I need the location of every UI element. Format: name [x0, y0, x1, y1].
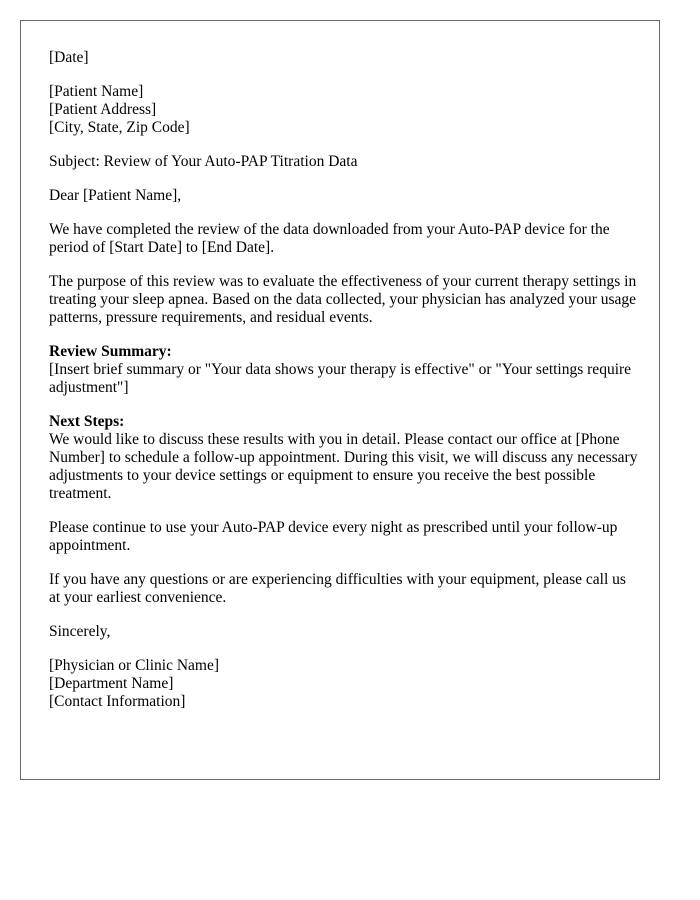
review-summary-text: [Insert brief summary or "Your data shows your therapy is effective" or "Your settings require adjustment"] [49, 361, 632, 396]
next-steps-text: We would like to discuss these results with you in detail. Please contact our office at [Phone Number] to schedule a follow-up appointment. During this visit, we will discuss any necessary adjustments to your device settings or equipment to ensure you receive the best possible treatment. [49, 431, 638, 502]
paragraph-continue: Please continue to use your Auto-PAP device every night as prescribed until your follow-up appointment. [49, 519, 618, 554]
letter-salutation: Dear [Patient Name], [49, 187, 182, 204]
recipient-city-state-zip: [City, State, Zip Code] [49, 119, 190, 136]
letter-closing: Sincerely, [49, 623, 111, 640]
letter-date: [Date] [49, 49, 89, 66]
signature-department: [Department Name] [49, 675, 174, 692]
review-summary-heading: Review Summary: [49, 343, 172, 360]
review-summary-section [49, 343, 639, 397]
paragraph-review: We have completed the review of the data downloaded from your Auto-PAP device for the period of [Start Date] to [End Date]. [49, 221, 610, 256]
paragraph-purpose: The purpose of this review was to evaluate the effectiveness of your current therapy settings in treating your sleep apnea. Based on the data collected, your physician has analyzed your usage patterns, pressure requirements, and residual events. [49, 273, 637, 326]
recipient-name: [Patient Name] [49, 83, 144, 100]
signature-contact: [Contact Information] [49, 693, 186, 710]
next-steps-section [49, 413, 639, 503]
letter-page [20, 20, 660, 780]
signature-block [49, 657, 639, 711]
recipient-address: [Patient Address] [49, 101, 157, 118]
paragraph-questions: If you have any questions or are experiencing difficulties with your equipment, please call us at your earliest convenience. [49, 571, 626, 606]
signature-physician: [Physician or Clinic Name] [49, 657, 220, 674]
letter-subject: Subject: Review of Your Auto-PAP Titration Data [49, 153, 358, 170]
recipient-address-block [49, 83, 639, 137]
next-steps-heading: Next Steps: [49, 413, 125, 430]
